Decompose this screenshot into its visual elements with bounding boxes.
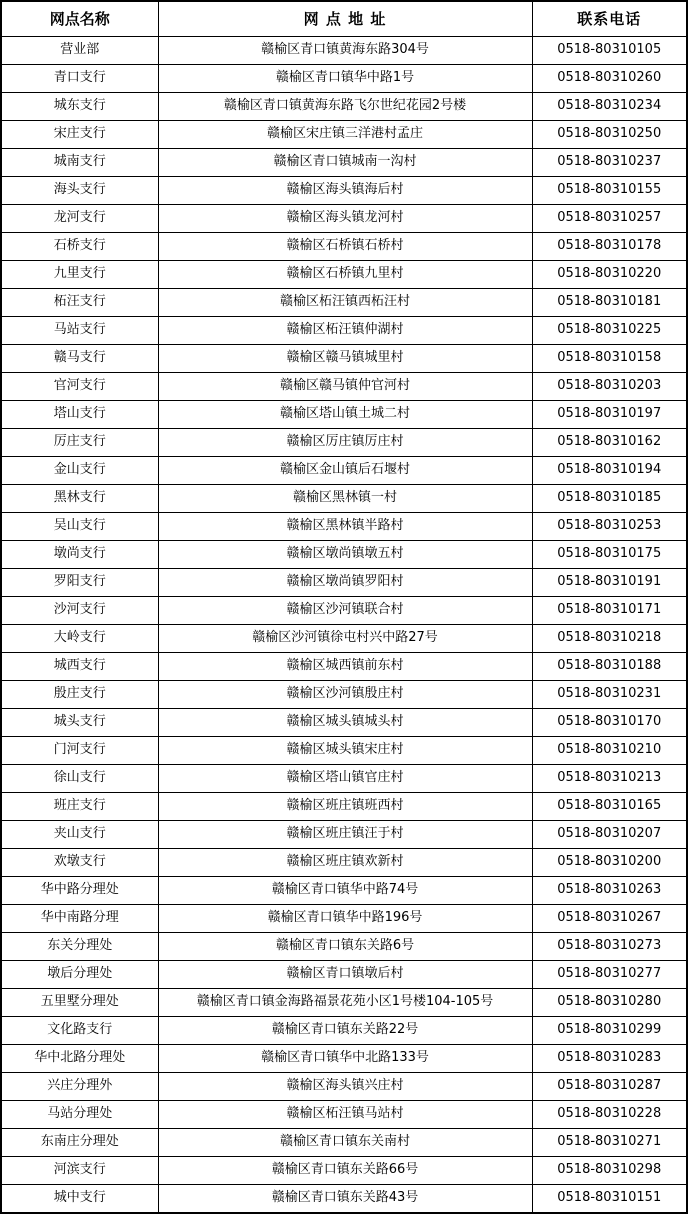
cell-contact-phone: 0518-80310197 — [532, 401, 687, 429]
cell-branch-address: 赣榆区青口镇东关路6号 — [158, 933, 532, 961]
cell-contact-phone: 0518-80310234 — [532, 93, 687, 121]
column-header-branch-name: 网点名称 — [1, 1, 158, 37]
table-row — [1, 93, 687, 121]
table-row — [1, 821, 687, 849]
table-row — [1, 1045, 687, 1073]
cell-branch-name: 东关分理处 — [1, 933, 158, 961]
table-row — [1, 597, 687, 625]
cell-contact-phone: 0518-80310257 — [532, 205, 687, 233]
table-row — [1, 429, 687, 457]
cell-contact-phone: 0518-80310191 — [532, 569, 687, 597]
table-row — [1, 877, 687, 905]
table-row — [1, 1017, 687, 1045]
cell-contact-phone: 0518-80310158 — [532, 345, 687, 373]
cell-branch-name: 金山支行 — [1, 457, 158, 485]
cell-contact-phone: 0518-80310225 — [532, 317, 687, 345]
cell-branch-address: 赣榆区青口镇黄海东路飞尔世纪花园2号楼 — [158, 93, 532, 121]
cell-branch-address: 赣榆区青口镇东关南村 — [158, 1129, 532, 1157]
cell-branch-address: 赣榆区沙河镇联合村 — [158, 597, 532, 625]
cell-branch-name: 九里支行 — [1, 261, 158, 289]
table-row — [1, 653, 687, 681]
table-row — [1, 1157, 687, 1185]
table-row — [1, 149, 687, 177]
table-row — [1, 849, 687, 877]
cell-contact-phone: 0518-80310194 — [532, 457, 687, 485]
table-header-row — [1, 1, 687, 37]
cell-branch-address: 赣榆区城头镇城头村 — [158, 709, 532, 737]
cell-branch-address: 赣榆区赣马镇仲官河村 — [158, 373, 532, 401]
cell-branch-address: 赣榆区柘汪镇马站村 — [158, 1101, 532, 1129]
cell-branch-address: 赣榆区金山镇后石堰村 — [158, 457, 532, 485]
cell-contact-phone: 0518-80310237 — [532, 149, 687, 177]
table-row — [1, 261, 687, 289]
cell-branch-address: 赣榆区青口镇华中路1号 — [158, 65, 532, 93]
cell-branch-name: 华中南路分理 — [1, 905, 158, 933]
cell-contact-phone: 0518-80310250 — [532, 121, 687, 149]
table-row — [1, 457, 687, 485]
cell-contact-phone: 0518-80310299 — [532, 1017, 687, 1045]
cell-branch-name: 城东支行 — [1, 93, 158, 121]
cell-contact-phone: 0518-80310178 — [532, 233, 687, 261]
cell-branch-address: 赣榆区青口镇金海路福景花苑小区1号楼104-105号 — [158, 989, 532, 1017]
table-row — [1, 1129, 687, 1157]
cell-branch-address: 赣榆区班庄镇欢新村 — [158, 849, 532, 877]
cell-branch-address: 赣榆区班庄镇汪于村 — [158, 821, 532, 849]
cell-contact-phone: 0518-80310283 — [532, 1045, 687, 1073]
cell-branch-name: 赣马支行 — [1, 345, 158, 373]
cell-contact-phone: 0518-80310253 — [532, 513, 687, 541]
cell-branch-name: 塔山支行 — [1, 401, 158, 429]
cell-branch-name: 黑林支行 — [1, 485, 158, 513]
table-row — [1, 1101, 687, 1129]
table-row — [1, 485, 687, 513]
cell-branch-address: 赣榆区青口镇城南一沟村 — [158, 149, 532, 177]
cell-branch-address: 赣榆区柘汪镇西柘汪村 — [158, 289, 532, 317]
cell-branch-name: 墩后分理处 — [1, 961, 158, 989]
table-row — [1, 65, 687, 93]
cell-branch-name: 殷庄支行 — [1, 681, 158, 709]
table-row — [1, 681, 687, 709]
table-row — [1, 625, 687, 653]
cell-branch-address: 赣榆区赣马镇城里村 — [158, 345, 532, 373]
cell-contact-phone: 0518-80310210 — [532, 737, 687, 765]
cell-branch-name: 吴山支行 — [1, 513, 158, 541]
cell-branch-address: 赣榆区城头镇宋庄村 — [158, 737, 532, 765]
cell-branch-name: 墩尚支行 — [1, 541, 158, 569]
cell-branch-name: 官河支行 — [1, 373, 158, 401]
cell-contact-phone: 0518-80310218 — [532, 625, 687, 653]
cell-branch-address: 赣榆区青口镇华中北路133号 — [158, 1045, 532, 1073]
cell-branch-name: 城中支行 — [1, 1185, 158, 1214]
cell-branch-address: 赣榆区青口镇东关路66号 — [158, 1157, 532, 1185]
cell-branch-address: 赣榆区柘汪镇仲湖村 — [158, 317, 532, 345]
cell-contact-phone: 0518-80310273 — [532, 933, 687, 961]
cell-branch-name: 文化路支行 — [1, 1017, 158, 1045]
cell-branch-name: 大岭支行 — [1, 625, 158, 653]
cell-branch-address: 赣榆区黑林镇一村 — [158, 485, 532, 513]
table-row — [1, 541, 687, 569]
cell-contact-phone: 0518-80310188 — [532, 653, 687, 681]
cell-branch-address: 赣榆区墩尚镇墩五村 — [158, 541, 532, 569]
cell-contact-phone: 0518-80310280 — [532, 989, 687, 1017]
column-header-branch-address: 网 点 地 址 — [158, 1, 532, 37]
cell-contact-phone: 0518-80310171 — [532, 597, 687, 625]
cell-branch-name: 厉庄支行 — [1, 429, 158, 457]
cell-branch-address: 赣榆区塔山镇土城二村 — [158, 401, 532, 429]
cell-contact-phone: 0518-80310220 — [532, 261, 687, 289]
cell-branch-address: 赣榆区青口镇华中路196号 — [158, 905, 532, 933]
cell-contact-phone: 0518-80310213 — [532, 765, 687, 793]
cell-contact-phone: 0518-80310170 — [532, 709, 687, 737]
cell-contact-phone: 0518-80310155 — [532, 177, 687, 205]
table-row — [1, 569, 687, 597]
cell-branch-name: 华中路分理处 — [1, 877, 158, 905]
cell-branch-address: 赣榆区青口镇墩后村 — [158, 961, 532, 989]
cell-contact-phone: 0518-80310162 — [532, 429, 687, 457]
cell-contact-phone: 0518-80310175 — [532, 541, 687, 569]
table-row — [1, 177, 687, 205]
cell-branch-address: 赣榆区石桥镇石桥村 — [158, 233, 532, 261]
cell-branch-address: 赣榆区青口镇东关路22号 — [158, 1017, 532, 1045]
cell-contact-phone: 0518-80310277 — [532, 961, 687, 989]
cell-branch-name: 宋庄支行 — [1, 121, 158, 149]
table-row — [1, 121, 687, 149]
cell-branch-address: 赣榆区青口镇华中路74号 — [158, 877, 532, 905]
cell-contact-phone: 0518-80310231 — [532, 681, 687, 709]
table-row — [1, 737, 687, 765]
table-row — [1, 1073, 687, 1101]
cell-branch-name: 河滨支行 — [1, 1157, 158, 1185]
cell-branch-name: 五里墅分理处 — [1, 989, 158, 1017]
table-row — [1, 345, 687, 373]
cell-branch-name: 马站支行 — [1, 317, 158, 345]
cell-branch-name: 班庄支行 — [1, 793, 158, 821]
table-row — [1, 373, 687, 401]
cell-branch-name: 柘汪支行 — [1, 289, 158, 317]
table-row — [1, 513, 687, 541]
cell-branch-address: 赣榆区海头镇兴庄村 — [158, 1073, 532, 1101]
cell-branch-address: 赣榆区海头镇龙河村 — [158, 205, 532, 233]
cell-branch-name: 东南庄分理处 — [1, 1129, 158, 1157]
cell-branch-name: 华中北路分理处 — [1, 1045, 158, 1073]
table-row — [1, 289, 687, 317]
cell-contact-phone: 0518-80310228 — [532, 1101, 687, 1129]
cell-branch-name: 城西支行 — [1, 653, 158, 681]
cell-branch-address: 赣榆区黑林镇半路村 — [158, 513, 532, 541]
cell-branch-name: 沙河支行 — [1, 597, 158, 625]
table-row — [1, 765, 687, 793]
cell-branch-address: 赣榆区海头镇海后村 — [158, 177, 532, 205]
cell-contact-phone: 0518-80310165 — [532, 793, 687, 821]
cell-branch-address: 赣榆区沙河镇殷庄村 — [158, 681, 532, 709]
cell-contact-phone: 0518-80310260 — [532, 65, 687, 93]
cell-branch-address: 赣榆区宋庄镇三洋港村孟庄 — [158, 121, 532, 149]
cell-branch-name: 石桥支行 — [1, 233, 158, 261]
cell-contact-phone: 0518-80310151 — [532, 1185, 687, 1214]
table-row — [1, 401, 687, 429]
cell-branch-address: 赣榆区塔山镇官庄村 — [158, 765, 532, 793]
column-header-contact-phone: 联系电话 — [532, 1, 687, 37]
cell-branch-address: 赣榆区墩尚镇罗阳村 — [158, 569, 532, 597]
cell-contact-phone: 0518-80310263 — [532, 877, 687, 905]
table-row — [1, 933, 687, 961]
cell-contact-phone: 0518-80310287 — [532, 1073, 687, 1101]
cell-contact-phone: 0518-80310203 — [532, 373, 687, 401]
cell-branch-name: 营业部 — [1, 37, 158, 65]
table-row — [1, 1185, 687, 1214]
cell-branch-address: 赣榆区石桥镇九里村 — [158, 261, 532, 289]
cell-branch-name: 城头支行 — [1, 709, 158, 737]
table-body — [1, 37, 687, 1214]
cell-branch-name: 海头支行 — [1, 177, 158, 205]
cell-branch-name: 龙河支行 — [1, 205, 158, 233]
cell-branch-address: 赣榆区班庄镇班西村 — [158, 793, 532, 821]
table-header — [1, 1, 687, 37]
cell-contact-phone: 0518-80310105 — [532, 37, 687, 65]
table-row — [1, 37, 687, 65]
table-row — [1, 709, 687, 737]
cell-branch-address: 赣榆区厉庄镇厉庄村 — [158, 429, 532, 457]
cell-branch-address: 赣榆区青口镇黄海东路304号 — [158, 37, 532, 65]
cell-branch-name: 罗阳支行 — [1, 569, 158, 597]
cell-branch-name: 青口支行 — [1, 65, 158, 93]
cell-branch-name: 兴庄分理外 — [1, 1073, 158, 1101]
cell-branch-name: 欢墩支行 — [1, 849, 158, 877]
table-row — [1, 989, 687, 1017]
cell-contact-phone: 0518-80310298 — [532, 1157, 687, 1185]
cell-branch-name: 城南支行 — [1, 149, 158, 177]
table-row — [1, 317, 687, 345]
table-row — [1, 961, 687, 989]
cell-branch-address: 赣榆区城西镇前东村 — [158, 653, 532, 681]
table-row — [1, 905, 687, 933]
cell-branch-name: 马站分理处 — [1, 1101, 158, 1129]
cell-branch-name: 徐山支行 — [1, 765, 158, 793]
cell-branch-name: 门河支行 — [1, 737, 158, 765]
cell-contact-phone: 0518-80310200 — [532, 849, 687, 877]
cell-contact-phone: 0518-80310185 — [532, 485, 687, 513]
cell-branch-address: 赣榆区沙河镇徐屯村兴中路27号 — [158, 625, 532, 653]
table-row — [1, 793, 687, 821]
cell-contact-phone: 0518-80310181 — [532, 289, 687, 317]
cell-contact-phone: 0518-80310267 — [532, 905, 687, 933]
table-row — [1, 233, 687, 261]
cell-branch-address: 赣榆区青口镇东关路43号 — [158, 1185, 532, 1214]
table-row — [1, 205, 687, 233]
cell-contact-phone: 0518-80310207 — [532, 821, 687, 849]
cell-contact-phone: 0518-80310271 — [532, 1129, 687, 1157]
cell-branch-name: 夹山支行 — [1, 821, 158, 849]
